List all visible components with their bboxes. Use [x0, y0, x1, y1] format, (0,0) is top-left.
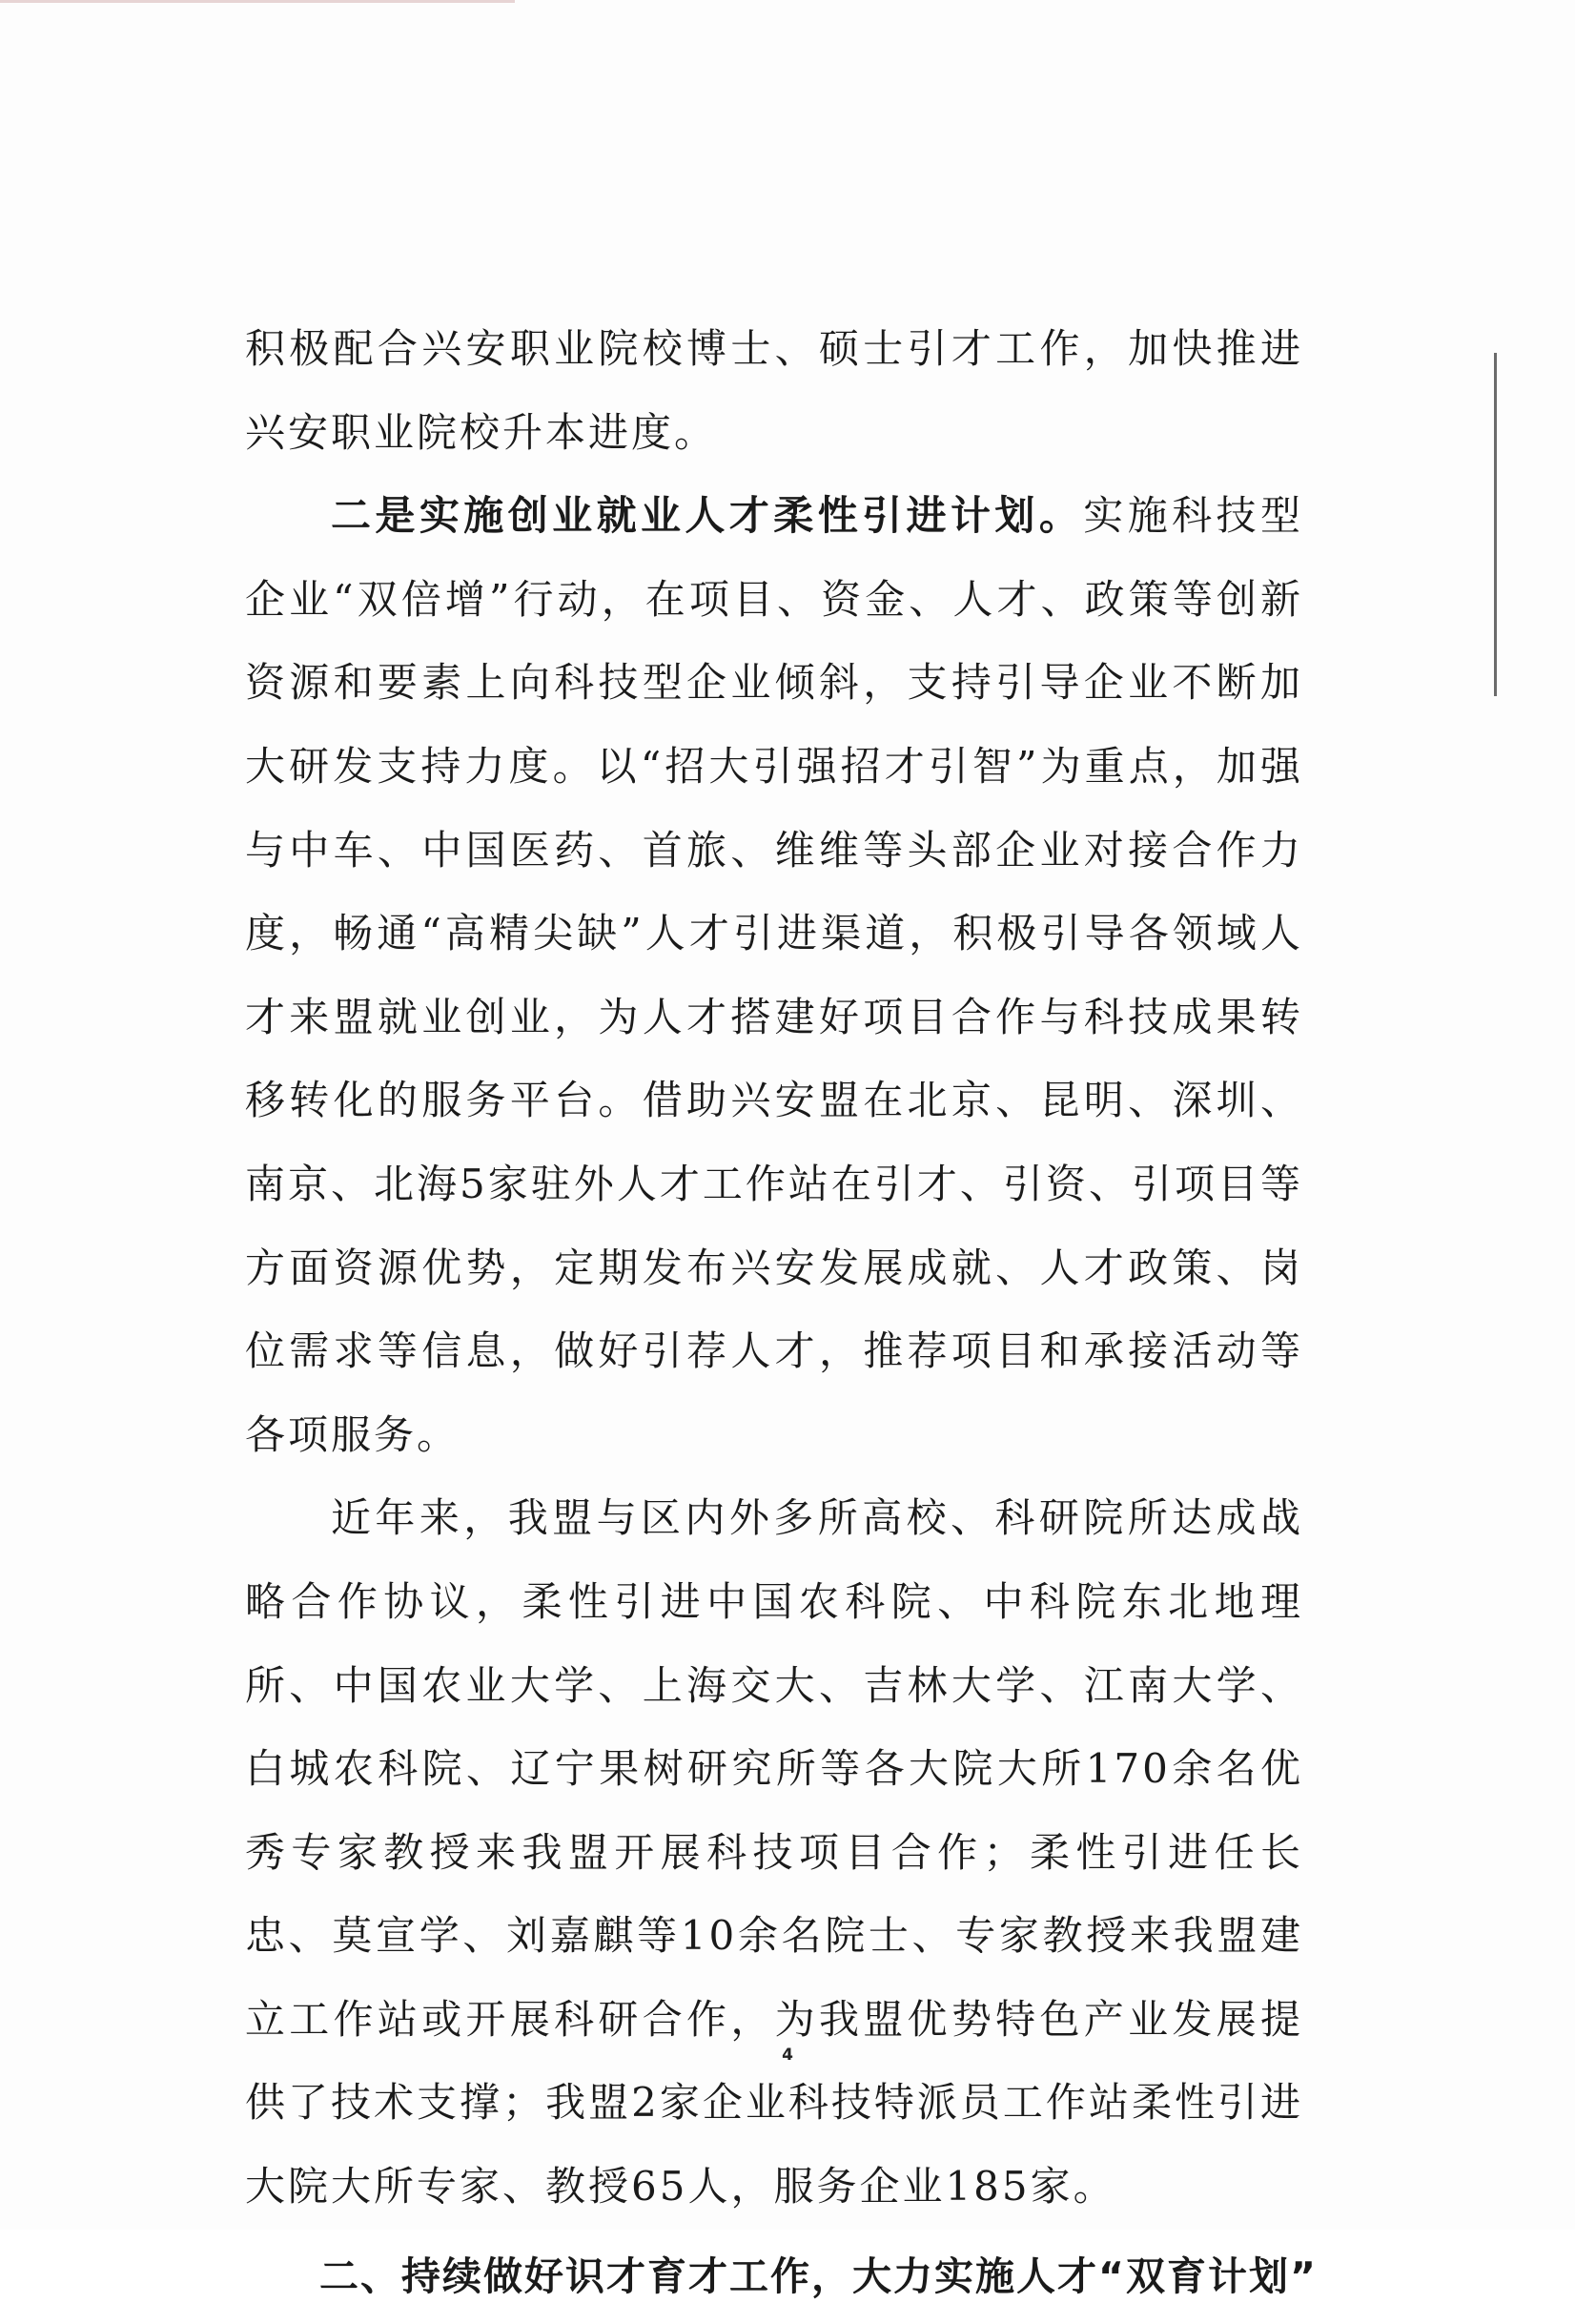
- paragraph-body-text: 实施科技型企业“双倍增”行动，在项目、资金、人才、政策等创新资源和要素上向科技型企业倾斜，支持引导企业不断加大研发支持力度。以“招大引强招才引智”为重点，加强与中车、中国医药、首旅、维维等头部企业对接合作力度，畅通“高精尖缺”人才引进渠道，积极引导各领域人才来盟就业创业，为人才搭建好项目合作与科技成果转移转化的服务平台。借助兴安盟在北京、昆明、深圳、南京、北海5家驻外人才工作站在引才、引资、引项目等方面资源优势，定期发布兴安发展成就、人才政策、岗位需求等信息，做好引荐人才，推荐项目和承接活动等各项服务。: [245, 492, 1303, 1458]
- paragraph-talent-introduction-plan: [245, 474, 1303, 1476]
- scan-artifact-top: [0, 0, 515, 3]
- section-heading: 二、持续做好识才育才工作，大力实施人才“双育计划”: [319, 2252, 1318, 2299]
- page-number: 4: [782, 2046, 793, 2065]
- paragraph-lead-heading: 二是实施创业就业人才柔性引进计划。: [331, 492, 1084, 540]
- paragraph-recent-cooperation: 近年来，我盟与区内外多所高校、科研院所达成战略合作协议，柔性引进中国农科院、中科院东北地理所、中国农业大学、上海交大、吉林大学、江南大学、白城农科院、辽宁果树研究所等各大院大所170余名优秀专家教授来我盟开展科技项目合作；柔性引进任长忠、莫宣学、刘嘉麒等10余名院士、专家教授来我盟建立工作站或开展科研合作，为我盟优势特色产业发展提供了技术支撑；我盟2家企业科技特派员工作站柔性引进大院大所专家、教授65人，服务企业185家。: [245, 1494, 1303, 2211]
- document-body: [245, 307, 1318, 2324]
- scan-artifact-edge-line: [1494, 353, 1497, 696]
- continuation-paragraph: 积极配合兴安职业院校博士、硕士引才工作，加快推进兴安职业院校升本进度。: [245, 325, 1303, 456]
